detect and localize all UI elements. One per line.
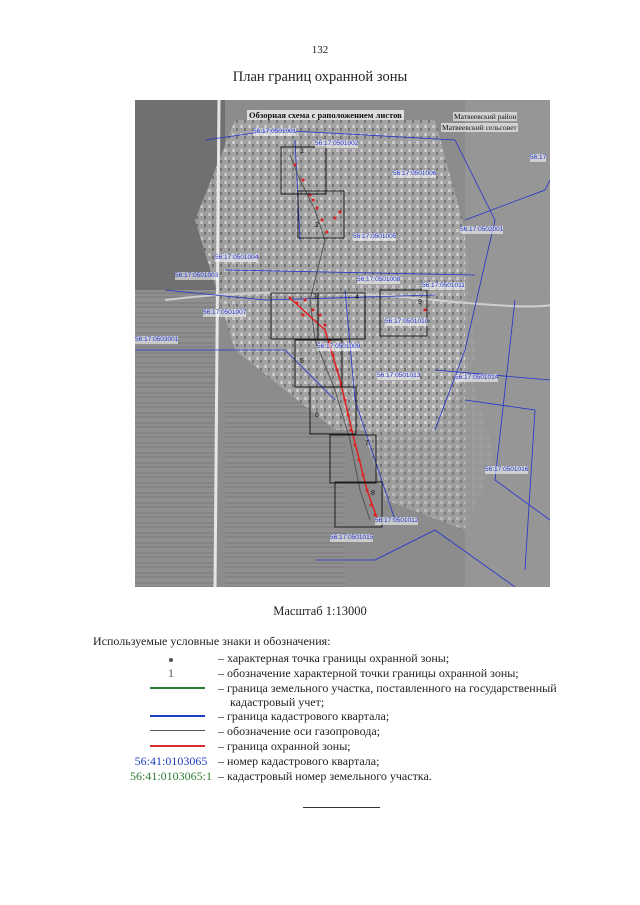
map-district-label: Матвеевский район (454, 112, 517, 121)
sheet-label: 3 (313, 294, 317, 301)
legend-item: 56:41:0103065:1 – кадастровый номер земельного участка. (129, 769, 432, 783)
gray-line-symbol (150, 730, 205, 731)
quarter-label: 56:17:0501013 (377, 372, 421, 379)
sheet-label: 8 (371, 490, 375, 497)
sheet-label: 9 (418, 299, 422, 306)
quarter-label: 56:17:0501003 (175, 272, 219, 279)
quarter-label: 56:17:0501014 (455, 374, 499, 381)
quarter-label: 56:17:0503001 (135, 336, 179, 343)
sheet-label: 5 (300, 358, 304, 365)
sheet-label: 1 (300, 148, 304, 155)
map-heading: Обзорная схема с раположением листов (249, 110, 402, 120)
quarter-label: 56:17:0501008 (357, 276, 401, 283)
quarter-label: 56:17:0501006 (393, 170, 437, 177)
sheet-label: 2 (315, 222, 319, 229)
quarter-label: 56:17 (530, 154, 547, 161)
quarter-label: 56:17:0501015 (330, 534, 374, 541)
quarter-label: 56:17:0502001 (460, 226, 504, 233)
quarter-label: 56:17:0501004 (215, 254, 259, 261)
quarter-label: 56:17:0501007 (203, 309, 247, 316)
map-scale: Масштаб 1:13000 (273, 604, 367, 618)
quarter-label: 56:17:0501009 (317, 343, 361, 350)
legend-item: – граница кадастрового квартала; (0, 709, 640, 723)
quarter-label: 56:17:0501001 (253, 128, 297, 135)
legend-title: Используемые условные знаки и обозначения: (93, 634, 331, 648)
sheet-label: 6 (315, 412, 319, 419)
quarter-label: 56:17:0501011 (422, 282, 465, 289)
sheet-label: 7 (365, 440, 369, 447)
legend-item: – граница охранной зоны; (0, 739, 640, 753)
legend-item: 1 – обозначение характерной точки границы охранной зоны; (168, 666, 519, 680)
legend-item: – характерная точка границы охранной зоны; (0, 651, 640, 665)
quarter-label: 56:17:0501010 (385, 318, 429, 325)
overview-map (135, 100, 550, 587)
quarter-label: 56:17:0501016 (485, 466, 529, 473)
sheet-label: 4 (355, 294, 359, 301)
legend-item: – граница земельного участка, поставленного на государственный кадастровый учет; (0, 681, 640, 695)
point-icon (169, 658, 173, 662)
red-line-symbol (150, 745, 205, 747)
legend-item: 56:41:0103065 – номер кадастрового квартала; (134, 754, 380, 768)
footer-divider (303, 807, 380, 808)
blue-line-symbol (150, 715, 205, 717)
page-number: 132 (311, 44, 329, 56)
page-title: План границ охранной зоны (232, 69, 408, 85)
map-council-label: Матвеевский сельсовет (442, 123, 517, 132)
legend-item: – обозначение оси газопровода; (0, 724, 640, 738)
green-line-symbol (150, 687, 205, 689)
quarter-label: 56:17:0501005 (353, 233, 397, 240)
quarter-label: 56:17:0501002 (315, 140, 359, 147)
quarter-label: 56:17:0501012 (375, 517, 419, 524)
